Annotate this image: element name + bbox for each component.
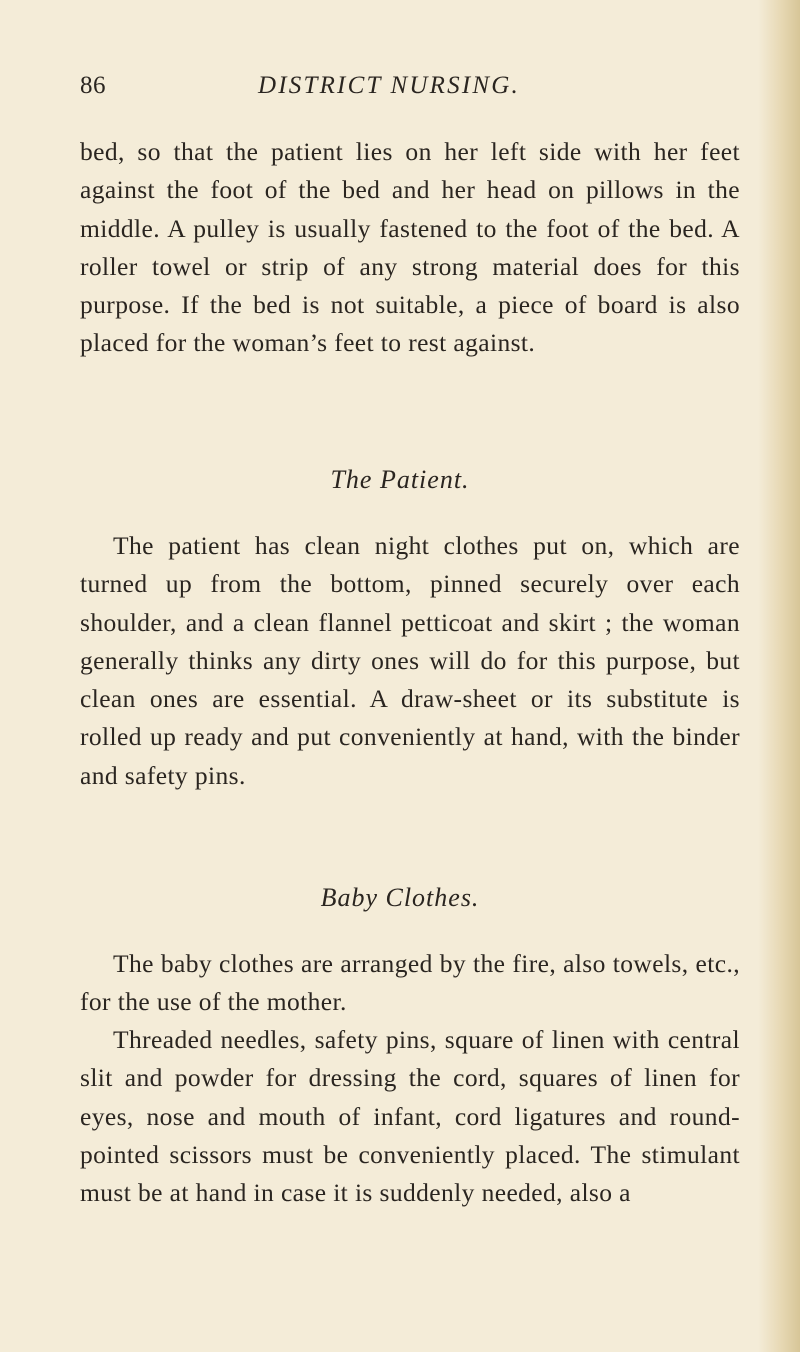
page-edge-shading — [758, 0, 800, 1352]
paragraph-bed-preparation: bed, so that the patient lies on her left side with her feet against the foot of the bed and her head on pillows in the middle. A pulley is usually fastened to the foot of the bed. A roller towel or strip of any strong material does for this purpose. If the bed is not suitable, a piece of board is also placed for the woman’s feet to rest against. — [80, 137, 740, 358]
section-heading-baby-clothes: Baby Clothes. — [320, 883, 480, 912]
section-heading-patient: The Patient. — [330, 465, 470, 494]
page-header — [0, 72, 800, 112]
page-number: 86 — [80, 72, 106, 99]
paragraph-instruments: Threaded needles, safety pins, square of linen with central slit and powder for dressing the cord, squares of linen for eyes, nose and mouth of infant, cord ligatures and round-pointed scissors must be conveniently placed. The stimulant must be at hand in case it is suddenly needed, also a — [80, 1025, 740, 1208]
running-head: DISTRICT NURSING. — [258, 72, 520, 99]
paragraph-patient: The patient has clean night clothes put on, which are turned up from the bottom, pinned securely over each shoulder, and a clean flannel petticoat and skirt ; the woman generally thinks any dirty ones will do for this purpose, but clean ones are essential. A draw-sheet or its substitute is rolled up ready and put conveniently at hand, with the binder and safety pins. — [80, 531, 740, 790]
paragraph-baby-clothes: The baby clothes are arranged by the fire, also towels, etc., for the use of the mother. — [80, 949, 740, 1017]
